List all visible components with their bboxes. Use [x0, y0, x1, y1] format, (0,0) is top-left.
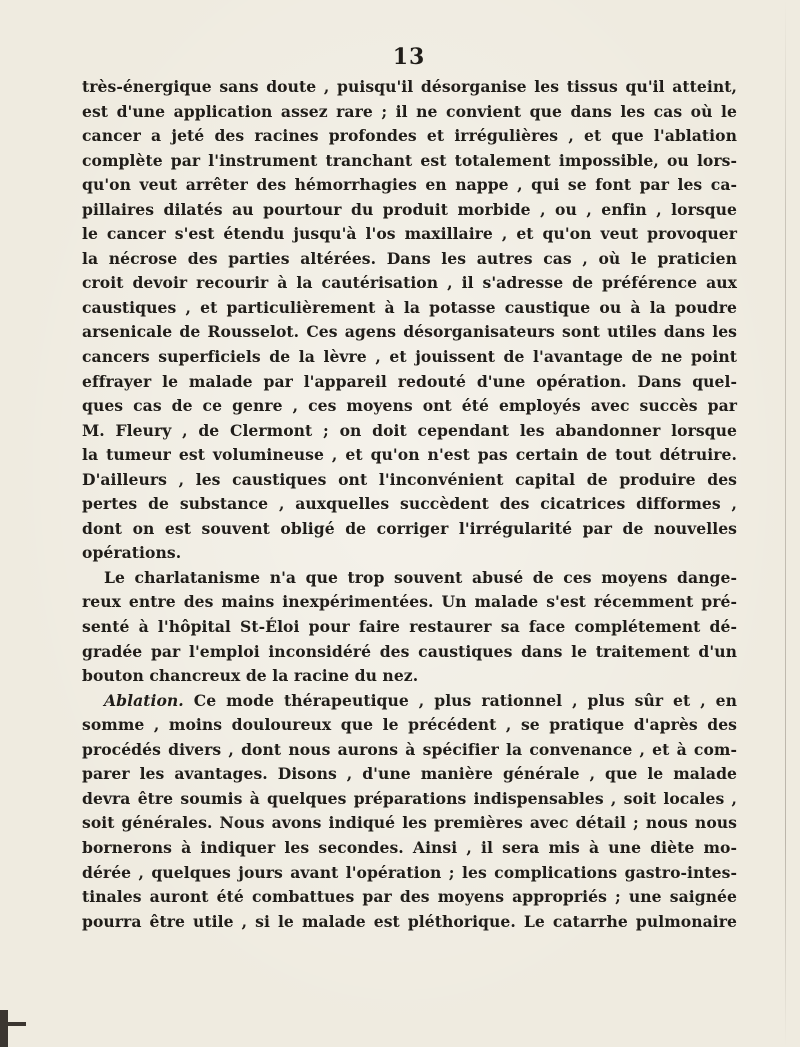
text-line-content: caustiques , et particulièrement à la potasse caustique ou à la poudre [82, 297, 737, 317]
text-line-content: reux entre des mains inexpérimentées. Un malade s'est récemment pré- [82, 592, 737, 612]
text-line [82, 370, 737, 395]
text-line-content: dérée , quelques jours avant l'opération ; les complications gastro-intes- [82, 862, 737, 882]
text-line [82, 173, 737, 198]
text-line [82, 910, 737, 935]
text-line [82, 713, 737, 738]
text-line-content: pourra être utile , si le malade est pléthorique. Le catarrhe pulmonaire [82, 911, 737, 931]
text-line-content: M. Fleury , de Clermont ; on doit cependant les abandonner lorsque [82, 420, 737, 440]
page-number: 13 [392, 44, 426, 70]
text-line-content: senté à l'hôpital St-Éloi pour faire restaurer sa face complétement dé- [82, 617, 737, 637]
text-line-content: arsenicale de Rousselot. Ces agens désorganisateurs sont utiles dans les [82, 322, 737, 342]
text-line-content: opérations. [82, 543, 182, 563]
text-line-content: complète par l'instrument tranchant est totalement impossible, ou lors- [82, 150, 737, 170]
text-line-content: parer les avantages. Disons , d'une manière générale , que le malade [82, 764, 737, 784]
text-line-content: D'ailleurs , les caustiques ont l'inconvénient capital de produire des [82, 469, 737, 489]
text-line [82, 271, 737, 296]
text-line-content: procédés divers , dont nous aurons à spécifier la convenance , et à com- [82, 739, 737, 759]
text-line [82, 664, 737, 689]
text-line [82, 100, 737, 125]
text-line-content: la nécrose des parties altérées. Dans les autres cas , où le praticien [82, 248, 737, 268]
text-line-content: devra être soumis à quelques préparations indispensables , soit locales , [82, 788, 737, 808]
text-line-content: somme , moins douloureux que le précédent , se pratique d'après des [82, 715, 737, 735]
text-line [82, 615, 737, 640]
text-line [82, 738, 737, 763]
text-line [82, 640, 737, 665]
text-line [82, 861, 737, 886]
text-line [82, 468, 737, 493]
text-line-content: cancer a jeté des racines profondes et irrégulières , et que l'ablation [82, 126, 737, 146]
text-line [82, 566, 737, 591]
text-line-content: tinales auront été combattues par des moyens appropriés ; une saignée [82, 887, 737, 907]
text-line-content: est d'une application assez rare ; il ne convient que dans les cas où le [82, 101, 737, 121]
text-line-content: gradée par l'emploi inconsidéré des caustiques dans le traitement d'un [82, 641, 737, 661]
text-line [82, 492, 737, 517]
text-line [82, 787, 737, 812]
text-line-content: pillaires dilatés au pourtour du produit morbide , ou , enfin , lorsque [82, 199, 737, 219]
text-line [82, 124, 737, 149]
text-line [82, 419, 737, 444]
text-line-content: qu'on veut arrêter des hémorrhagies en nappe , qui se font par les ca- [82, 175, 737, 195]
text-line [82, 689, 737, 714]
text-line [82, 394, 737, 419]
text-line [82, 247, 737, 272]
text-line-content: soit générales. Nous avons indiqué les premières avec détail ; nous nous [82, 813, 737, 833]
text-line-content: Le charlatanisme n'a que trop souvent abusé de ces moyens dange- [104, 567, 737, 587]
text-line [82, 443, 737, 468]
text-line [82, 885, 737, 910]
text-line [82, 517, 737, 542]
text-line [82, 836, 737, 861]
text-line [82, 811, 737, 836]
text-line-content: le cancer s'est étendu jusqu'à l'os maxillaire , et qu'on veut provoquer [82, 224, 737, 244]
text-line [82, 149, 737, 174]
text-line [82, 320, 737, 345]
page-edge-shadow [785, 0, 786, 1047]
text-line-content: dont on est souvent obligé de corriger l'irrégularité par de nouvelles [82, 518, 737, 538]
text-line [82, 198, 737, 223]
scan-corner-mark-bar [0, 1022, 26, 1026]
text-line [82, 590, 737, 615]
scan-corner-mark [0, 1010, 8, 1047]
text-line-content: bouton chancreux de la racine du nez. [82, 666, 419, 686]
text-line-content: Ce mode thérapeutique , plus rationnel , plus sûr et , en [183, 690, 737, 710]
text-line [82, 762, 737, 787]
text-line [82, 222, 737, 247]
text-line [82, 75, 737, 100]
text-line-content: ques cas de ce genre , ces moyens ont été employés avec succès par [82, 396, 737, 416]
text-line-content: la tumeur est volumineuse , et qu'on n'est pas certain de tout détruire. [82, 445, 737, 465]
section-heading: Ablation. [104, 690, 184, 710]
text-line-content: bornerons à indiquer les secondes. Ainsi , il sera mis à une diète mo- [82, 837, 737, 857]
text-line [82, 296, 737, 321]
text-line-content: croit devoir recourir à la cautérisation , il s'adresse de préférence aux [82, 273, 737, 293]
text-line-content: pertes de substance , auxquelles succèdent des cicatrices difformes , [82, 494, 737, 514]
text-line-content: très-énergique sans doute , puisqu'il désorganise les tissus qu'il atteint, [82, 77, 737, 96]
text-line [82, 345, 737, 370]
text-line-content: cancers superficiels de la lèvre , et jouissent de l'avantage de ne point [82, 347, 737, 367]
text-line [82, 541, 737, 566]
body-text [82, 75, 737, 934]
text-line-content: effrayer le malade par l'appareil redouté d'une opération. Dans quel- [82, 371, 737, 391]
